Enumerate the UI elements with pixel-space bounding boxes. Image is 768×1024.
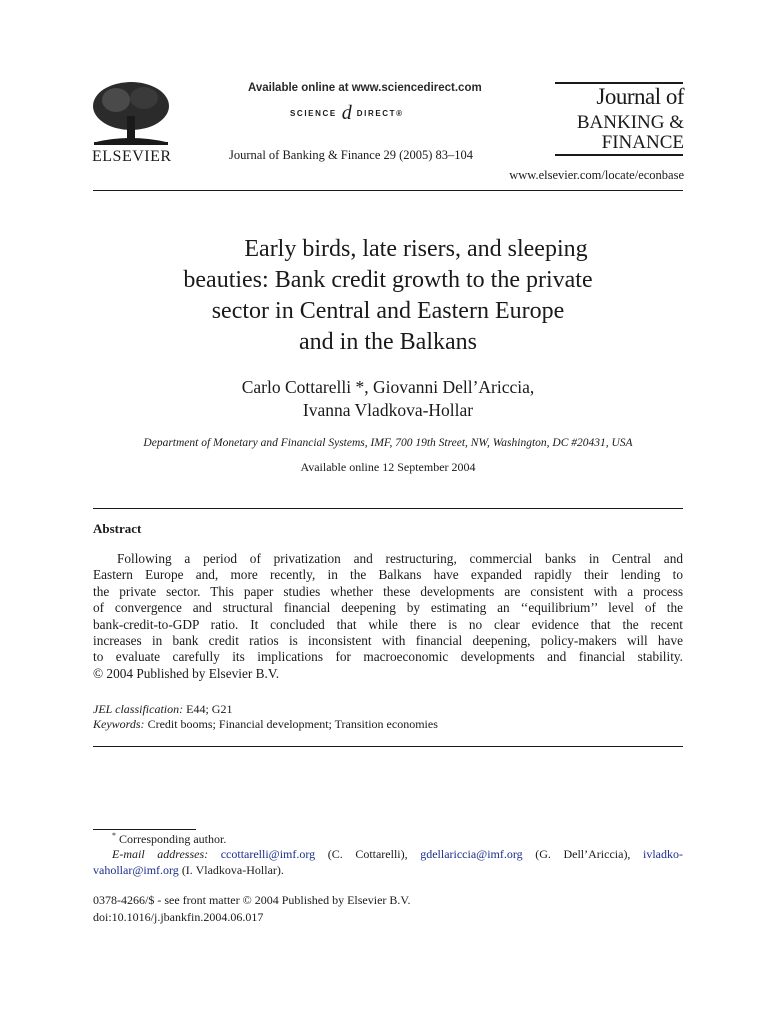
available-date: Available online 12 September 2004 xyxy=(300,460,476,474)
footnote-marker: * xyxy=(112,831,116,840)
journal-logo-line-1: Journal of xyxy=(596,84,684,109)
keywords xyxy=(93,717,438,732)
abstract-bottom-rule xyxy=(93,746,683,747)
abstract-line: the private sector. This paper studies whether these developments are consistent with a process xyxy=(93,583,683,599)
abstract-line: of convergence and structural financial deepening by estimating an ‘‘equilibrium’’ level of the xyxy=(93,600,683,616)
author-line: Ivanna Vladkova-Hollar xyxy=(302,400,474,420)
email-link-dellariccia[interactable]: gdellariccia@imf.org xyxy=(420,847,523,861)
abstract-line: bank-credit-to-GDP ratio. It concluded that while there is no clear evidence that the recent xyxy=(93,616,683,632)
corresponding-author-note xyxy=(112,831,226,847)
title-line: Early birds, late risers, and sleeping xyxy=(244,236,588,262)
paper-title xyxy=(93,234,683,358)
email-row-1 xyxy=(93,846,683,862)
email-label: E-mail addresses: xyxy=(112,847,209,861)
email-link-cottarelli[interactable]: ccottarelli@imf.org xyxy=(220,847,316,861)
title-line: sector in Central and Eastern Europe xyxy=(211,298,565,324)
journal-citation: Journal of Banking & Finance 29 (2005) 83–104 xyxy=(229,148,474,162)
email-link-vladkova-part2[interactable]: vahollar@imf.org xyxy=(93,863,179,877)
journal-url[interactable]: www.elsevier.com/locate/econbase xyxy=(509,168,684,182)
abstract-copyright: © 2004 Published by Elsevier B.V. xyxy=(93,665,280,681)
abstract-line: Following a period of privatization and restructuring, commercial banks in Central and xyxy=(117,551,683,566)
keywords-label: Keywords: xyxy=(93,717,145,731)
sciencedirect-right: DIRECT® xyxy=(356,109,404,118)
front-matter-line: 0378-4266/$ - see front matter © 2004 Published by Elsevier B.V. xyxy=(93,893,411,907)
title-line: and in the Balkans xyxy=(299,329,477,355)
sciencedirect-left: SCIENCE xyxy=(290,109,337,118)
affiliation: Department of Monetary and Financial Systems, IMF, 700 19th Street, NW, Washington, DC #20431, USA xyxy=(143,437,633,449)
abstract-line: increases in bank credit ratios is inconsistent with financial deepening, policy-makers will have xyxy=(93,633,683,649)
jel-value: E44; G21 xyxy=(183,702,233,716)
corresponding-label: Corresponding author. xyxy=(116,832,227,846)
jel-classification xyxy=(93,702,232,717)
email-link-vladkova-part1[interactable]: ivladko- xyxy=(643,847,684,861)
author-line: Carlo Cottarelli *, Giovanni Dell’Ariccia, xyxy=(241,377,535,397)
sciencedirect-logo xyxy=(290,102,404,125)
sciencedirect-d-mark: d xyxy=(341,102,352,124)
journal-logo-rule-bottom xyxy=(555,154,683,156)
journal-logo-line-2: BANKING & xyxy=(576,112,684,133)
title-line: beauties: Bank credit growth to the private xyxy=(183,267,593,293)
abstract-heading: Abstract xyxy=(93,521,142,536)
doi-line[interactable]: doi:10.1016/j.jbankfin.2004.06.017 xyxy=(93,910,264,924)
elsevier-wordmark: ELSEVIER xyxy=(92,148,172,165)
journal-logo-line-3: FINANCE xyxy=(601,132,684,153)
email-owner-vladkova: (I. Vladkova-Hollar). xyxy=(178,863,284,877)
abstract-line: Eastern Europe and, more recently, in the Balkans have expanded rapidly their lending to xyxy=(93,567,683,583)
available-online-banner: Available online at www.sciencedirect.com xyxy=(248,82,482,94)
email-owner-dellariccia: (G. Dell’Ariccia), xyxy=(522,847,644,861)
abstract-top-rule xyxy=(93,508,683,509)
jel-label: JEL classification: xyxy=(93,702,184,716)
email-addresses xyxy=(93,846,683,878)
abstract-line: to evaluate carefully its implications for macroeconomic developments and financial stability. xyxy=(93,649,683,665)
footnote-rule xyxy=(93,829,196,830)
email-owner-cottarelli: (C. Cottarelli), xyxy=(315,847,421,861)
header-divider xyxy=(93,190,683,191)
keywords-value: Credit booms; Financial development; Transition economies xyxy=(144,717,438,731)
author-list xyxy=(93,376,683,422)
email-row-2 xyxy=(93,862,683,878)
abstract-body xyxy=(93,551,683,682)
